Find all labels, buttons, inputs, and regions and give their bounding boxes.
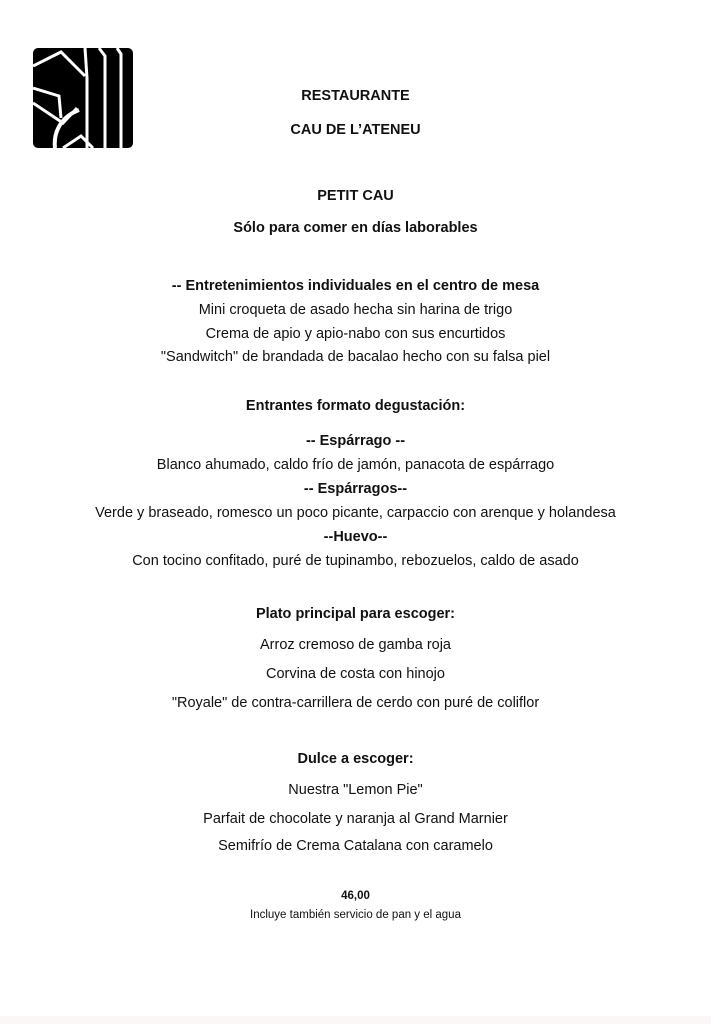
menu-item: Verde y braseado, romesco un poco picante, carpaccio con arenque y holandesa — [95, 505, 616, 521]
section-heading: -- Entretenimientos individuales en el centro de mesa — [171, 278, 540, 294]
menu-item: Blanco ahumado, caldo frío de jamón, panacota de espárrago — [156, 457, 555, 473]
subsection-heading: -- Espárragos-- — [303, 481, 408, 497]
menu-item: Mini croqueta de asado hecha sin harina de trigo — [198, 302, 513, 318]
menu-item: Parfait de chocolate y naranja al Grand Marnier — [203, 811, 508, 827]
price-note: Incluye también servicio de pan y el agua — [250, 909, 461, 921]
section-heading: Plato principal para escoger: — [255, 606, 456, 622]
menu-item: Arroz cremoso de gamba roja — [260, 637, 451, 653]
menu-subtitle: Sólo para comer en días laborables — [233, 220, 478, 236]
menu-price: 46,00 — [341, 890, 370, 902]
menu-item: "Royale" de contra-carrillera de cerdo con puré de coliflor — [171, 695, 540, 711]
subsection-heading: -- Espárrago -- — [305, 433, 406, 449]
restaurant-name: CAU DE L’ATENEU — [290, 122, 421, 138]
section-heading: Entrantes formato degustación: — [245, 398, 466, 414]
menu-item: Nuestra "Lemon Pie" — [288, 782, 423, 798]
page-edge — [0, 1016, 711, 1024]
subsection-heading: --Huevo-- — [323, 529, 388, 545]
menu-item: "Sandwitch" de brandada de bacalao hecho con su falsa piel — [160, 349, 551, 365]
menu-title: PETIT CAU — [317, 188, 394, 204]
menu-item: Semifrío de Crema Catalana con caramelo — [218, 838, 493, 854]
menu-item: Corvina de costa con hinojo — [266, 666, 445, 682]
section-heading: Dulce a escoger: — [297, 751, 414, 767]
restaurant-type: RESTAURANTE — [301, 88, 410, 104]
menu-item: Crema de apio y apio-nabo con sus encurtidos — [205, 326, 506, 342]
menu-item: Con tocino confitado, puré de tupinambo, rebozuelos, caldo de asado — [132, 553, 579, 569]
